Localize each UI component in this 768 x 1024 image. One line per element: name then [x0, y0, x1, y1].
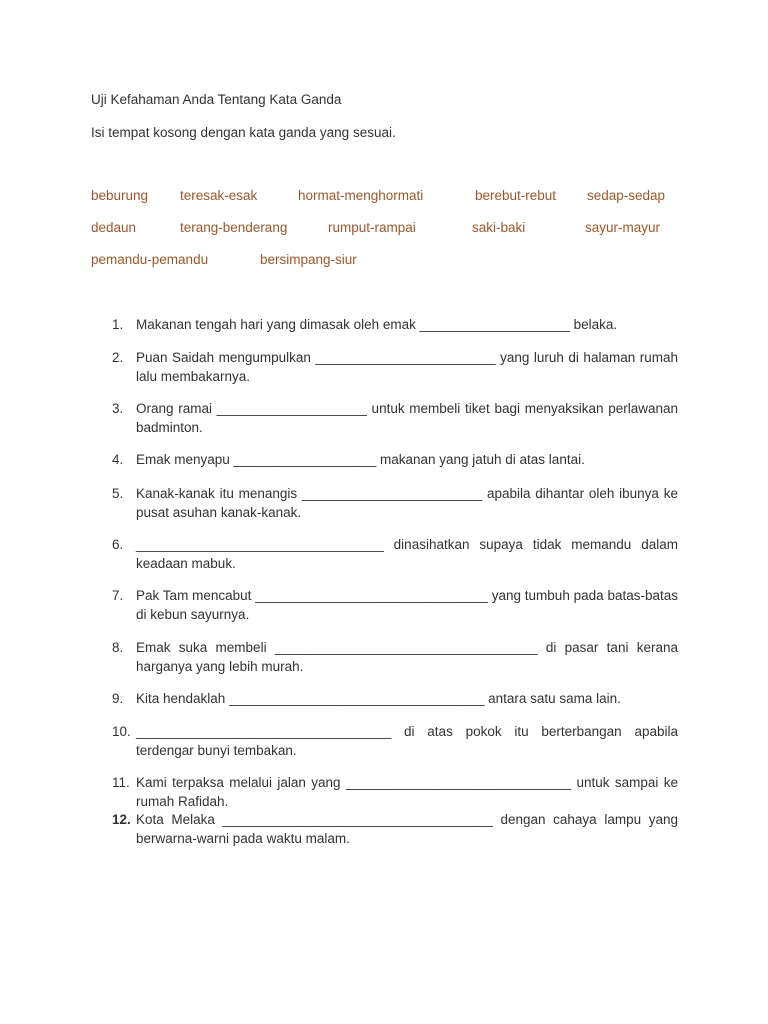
question-number: 8.: [112, 640, 124, 655]
question-number: 6.: [112, 537, 124, 552]
word-bank-item: dedaun: [91, 220, 137, 235]
word-bank-item: sedap-sedap: [587, 188, 666, 203]
question-item: [112, 535, 678, 573]
word-bank-item: bersimpang-siur: [260, 252, 357, 267]
question-text: Emak suka membeli ___________________________________ di pasar tani kerana harganya yang lebih murah.: [136, 640, 678, 674]
question-text: __________________________________ di atas pokok itu berterbangan apabila terdengar bunyi tembakan.: [136, 724, 678, 758]
question-text: Kanak-kanak itu menangis ________________________ apabila dihantar oleh ibunya ke pusat asuhan kanak-kanak.: [136, 486, 678, 520]
question-text: Kota Melaka ____________________________________ dengan cahaya lampu yang berwarna-warni pada waktu malam.: [136, 812, 678, 846]
question-number: 7.: [112, 588, 124, 603]
word-bank-item: terang-benderang: [180, 220, 288, 235]
question-text: Orang ramai ____________________ untuk membeli tiket bagi menyaksikan perlawanan badminton.: [136, 401, 678, 435]
question-item: [112, 348, 678, 386]
question-text: Pak Tam mencabut _______________________________ yang tumbuh pada batas-batas di kebun sayurnya.: [136, 588, 678, 622]
question-item: [112, 722, 678, 760]
word-bank-item: sayur-mayur: [585, 220, 661, 235]
question-number: 2.: [112, 350, 124, 365]
question-item: [112, 810, 678, 848]
worksheet-title: Uji Kefahaman Anda Tentang Kata Ganda: [91, 92, 342, 107]
question-number: 11.: [112, 775, 130, 790]
word-bank-item: beburung: [91, 188, 149, 203]
question-item: [112, 484, 678, 522]
question-text: Emak menyapu ___________________ makanan yang jatuh di atas lantai.: [136, 452, 585, 467]
question-number: 1.: [112, 317, 124, 332]
question-text: Kita hendaklah __________________________________ antara satu sama lain.: [136, 691, 621, 706]
question-number: 3.: [112, 401, 124, 416]
question-item: [112, 638, 678, 676]
word-bank-item: hormat-menghormati: [298, 188, 424, 203]
word-bank-item: rumput-rampai: [328, 220, 416, 235]
word-bank-item: berebut-rebut: [475, 188, 557, 203]
question-text: Makanan tengah hari yang dimasak oleh emak ____________________ belaka.: [136, 317, 618, 332]
instruction-text: Isi tempat kosong dengan kata ganda yang sesuai.: [91, 125, 396, 140]
question-item: [112, 315, 678, 334]
question-item: [112, 773, 678, 811]
question-item: [112, 586, 678, 624]
question-text: Kami terpaksa melalui jalan yang ______________________________ untuk sampai ke rumah Rafidah.: [136, 775, 678, 809]
question-number: 9.: [112, 691, 124, 706]
word-bank-item: saki-baki: [472, 220, 526, 235]
word-bank-item: pemandu-pemandu: [91, 252, 209, 267]
question-number: 4.: [112, 452, 124, 467]
question-number: 12.: [112, 812, 131, 827]
question-item: [112, 450, 678, 469]
question-text: Puan Saidah mengumpulkan ________________________ yang luruh di halaman rumah lalu membakarnya.: [136, 350, 678, 384]
question-number: 5.: [112, 486, 124, 501]
question-item: [112, 399, 678, 437]
question-text: _________________________________ dinasihatkan supaya tidak memandu dalam keadaan mabuk.: [136, 537, 678, 571]
question-number: 10.: [112, 724, 131, 739]
word-bank-item: teresak-esak: [180, 188, 258, 203]
question-item: [112, 689, 678, 708]
